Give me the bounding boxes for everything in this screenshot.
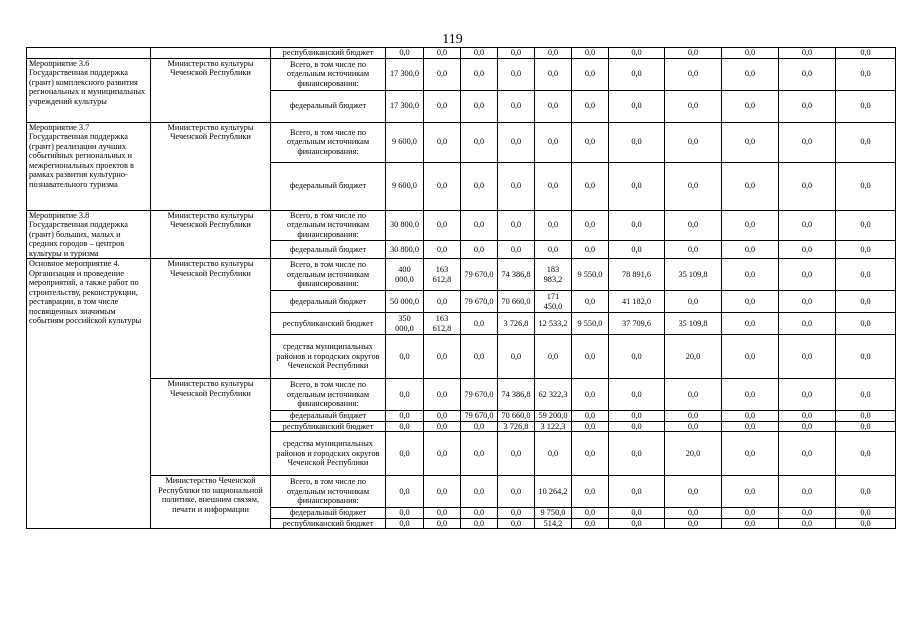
source-cell: Всего, в том числе по отдельным источникам финансирования: bbox=[271, 58, 386, 90]
value-cell: 0,0 bbox=[665, 90, 722, 122]
value-cell: 0,0 bbox=[386, 432, 424, 476]
value-cell: 0,0 bbox=[424, 411, 461, 422]
value-cell: 0,0 bbox=[722, 432, 779, 476]
value-cell: 0,0 bbox=[461, 335, 498, 379]
activity-cell bbox=[27, 48, 151, 59]
source-cell: республиканский бюджет bbox=[271, 421, 386, 432]
value-cell: 0,0 bbox=[836, 122, 896, 162]
value-cell: 0,0 bbox=[779, 210, 836, 240]
value-cell: 0,0 bbox=[424, 421, 461, 432]
value-cell: 12 533,2 bbox=[535, 313, 572, 335]
value-cell: 0,0 bbox=[836, 313, 896, 335]
executor-cell: Министерство культуры Чеченской Республики bbox=[151, 58, 271, 122]
value-cell: 0,0 bbox=[461, 48, 498, 59]
value-cell: 30 800,0 bbox=[386, 210, 424, 240]
value-cell: 0,0 bbox=[498, 508, 535, 519]
value-cell: 0,0 bbox=[836, 58, 896, 90]
value-cell: 74 386,8 bbox=[498, 379, 535, 411]
value-cell: 0,0 bbox=[498, 432, 535, 476]
value-cell: 0,0 bbox=[461, 421, 498, 432]
source-cell: республиканский бюджет bbox=[271, 313, 386, 335]
value-cell: 0,0 bbox=[836, 48, 896, 59]
value-cell: 0,0 bbox=[665, 508, 722, 519]
table-row bbox=[27, 58, 896, 90]
value-cell: 0,0 bbox=[609, 90, 665, 122]
value-cell: 0,0 bbox=[498, 162, 535, 210]
value-cell: 0,0 bbox=[461, 518, 498, 529]
value-cell: 0,0 bbox=[665, 291, 722, 313]
value-cell: 0,0 bbox=[779, 335, 836, 379]
value-cell: 0,0 bbox=[498, 90, 535, 122]
value-cell: 9 550,0 bbox=[572, 259, 609, 291]
value-cell: 0,0 bbox=[609, 335, 665, 379]
value-cell: 0,0 bbox=[836, 335, 896, 379]
value-cell: 0,0 bbox=[386, 335, 424, 379]
value-cell: 0,0 bbox=[722, 335, 779, 379]
value-cell: 0,0 bbox=[386, 48, 424, 59]
value-cell: 0,0 bbox=[535, 90, 572, 122]
value-cell: 0,0 bbox=[461, 162, 498, 210]
value-cell: 0,0 bbox=[722, 90, 779, 122]
value-cell: 9 750,0 bbox=[535, 508, 572, 519]
value-cell: 0,0 bbox=[722, 259, 779, 291]
source-cell: Всего, в том числе по отдельным источникам финансирования: bbox=[271, 259, 386, 291]
value-cell: 0,0 bbox=[461, 476, 498, 508]
value-cell: 0,0 bbox=[836, 518, 896, 529]
value-cell: 0,0 bbox=[779, 162, 836, 210]
value-cell: 0,0 bbox=[722, 379, 779, 411]
value-cell: 0,0 bbox=[609, 48, 665, 59]
value-cell: 0,0 bbox=[572, 508, 609, 519]
value-cell: 0,0 bbox=[665, 58, 722, 90]
value-cell: 0,0 bbox=[572, 240, 609, 258]
value-cell: 0,0 bbox=[665, 210, 722, 240]
value-cell: 0,0 bbox=[461, 432, 498, 476]
value-cell: 0,0 bbox=[722, 421, 779, 432]
value-cell: 20,0 bbox=[665, 335, 722, 379]
value-cell: 0,0 bbox=[609, 421, 665, 432]
table-row bbox=[27, 476, 896, 508]
activity-cell: Основное мероприятие 4. Организация и проведение мероприятий, а также работ по строительству, реконструкции, реставрации, в том числе посвященных значимым событиям российской культуры bbox=[27, 259, 151, 529]
value-cell: 0,0 bbox=[609, 210, 665, 240]
activity-cell: Мероприятие 3.7 Государственная поддержка (грант) реализации лучших событийных региональных и межрегиональных проектов в рамках развития культурно-познавательного туризма bbox=[27, 122, 151, 210]
value-cell: 0,0 bbox=[572, 421, 609, 432]
value-cell: 350 000,0 bbox=[386, 313, 424, 335]
value-cell: 0,0 bbox=[572, 291, 609, 313]
value-cell: 79 670,0 bbox=[461, 379, 498, 411]
value-cell: 0,0 bbox=[609, 240, 665, 258]
value-cell: 0,0 bbox=[836, 508, 896, 519]
value-cell: 79 670,0 bbox=[461, 259, 498, 291]
source-cell: средства муниципальных районов и городских округов Чеченской Республики bbox=[271, 432, 386, 476]
value-cell: 0,0 bbox=[461, 313, 498, 335]
value-cell: 0,0 bbox=[386, 421, 424, 432]
value-cell: 0,0 bbox=[779, 476, 836, 508]
value-cell: 0,0 bbox=[722, 508, 779, 519]
value-cell: 0,0 bbox=[609, 58, 665, 90]
source-cell: Всего, в том числе по отдельным источникам финансирования: bbox=[271, 379, 386, 411]
value-cell: 0,0 bbox=[498, 518, 535, 529]
source-cell: Всего, в том числе по отдельным источникам финансирования: bbox=[271, 210, 386, 240]
table-row bbox=[27, 379, 896, 411]
value-cell: 0,0 bbox=[535, 432, 572, 476]
value-cell: 35 109,8 bbox=[665, 259, 722, 291]
value-cell: 0,0 bbox=[572, 58, 609, 90]
source-cell: республиканский бюджет bbox=[271, 48, 386, 59]
value-cell: 0,0 bbox=[498, 240, 535, 258]
value-cell: 70 660,0 bbox=[498, 291, 535, 313]
value-cell: 0,0 bbox=[722, 411, 779, 422]
value-cell: 0,0 bbox=[665, 48, 722, 59]
value-cell: 9 600,0 bbox=[386, 122, 424, 162]
value-cell: 0,0 bbox=[665, 421, 722, 432]
value-cell: 0,0 bbox=[424, 210, 461, 240]
executor-cell bbox=[151, 48, 271, 59]
value-cell: 0,0 bbox=[424, 162, 461, 210]
value-cell: 35 109,8 bbox=[665, 313, 722, 335]
value-cell: 0,0 bbox=[779, 291, 836, 313]
value-cell: 0,0 bbox=[609, 518, 665, 529]
page-number: 119 bbox=[442, 32, 463, 47]
value-cell: 0,0 bbox=[424, 58, 461, 90]
value-cell: 0,0 bbox=[609, 162, 665, 210]
value-cell: 0,0 bbox=[386, 379, 424, 411]
source-cell: федеральный бюджет bbox=[271, 508, 386, 519]
value-cell: 0,0 bbox=[386, 411, 424, 422]
value-cell: 0,0 bbox=[836, 240, 896, 258]
value-cell: 0,0 bbox=[836, 162, 896, 210]
value-cell: 0,0 bbox=[722, 313, 779, 335]
value-cell: 0,0 bbox=[572, 122, 609, 162]
value-cell: 0,0 bbox=[424, 291, 461, 313]
value-cell: 0,0 bbox=[461, 210, 498, 240]
value-cell: 9 600,0 bbox=[386, 162, 424, 210]
value-cell: 0,0 bbox=[836, 432, 896, 476]
value-cell: 0,0 bbox=[836, 291, 896, 313]
value-cell: 0,0 bbox=[609, 379, 665, 411]
value-cell: 0,0 bbox=[722, 518, 779, 529]
value-cell: 0,0 bbox=[461, 58, 498, 90]
value-cell: 0,0 bbox=[572, 335, 609, 379]
value-cell: 0,0 bbox=[836, 90, 896, 122]
value-cell: 0,0 bbox=[722, 210, 779, 240]
value-cell: 0,0 bbox=[779, 90, 836, 122]
value-cell: 183 983,2 bbox=[535, 259, 572, 291]
value-cell: 17 300,0 bbox=[386, 58, 424, 90]
value-cell: 0,0 bbox=[836, 476, 896, 508]
value-cell: 0,0 bbox=[665, 122, 722, 162]
value-cell: 0,0 bbox=[572, 518, 609, 529]
value-cell: 0,0 bbox=[722, 240, 779, 258]
value-cell: 0,0 bbox=[722, 48, 779, 59]
value-cell: 0,0 bbox=[535, 122, 572, 162]
value-cell: 0,0 bbox=[461, 508, 498, 519]
value-cell: 0,0 bbox=[779, 259, 836, 291]
source-cell: Всего, в том числе по отдельным источникам финансирования: bbox=[271, 122, 386, 162]
table-row bbox=[27, 259, 896, 291]
value-cell: 0,0 bbox=[498, 122, 535, 162]
executor-cell: Министерство культуры Чеченской Республики bbox=[151, 259, 271, 379]
value-cell: 0,0 bbox=[498, 58, 535, 90]
executor-cell: Министерство культуры Чеченской Республики bbox=[151, 210, 271, 259]
value-cell: 0,0 bbox=[722, 291, 779, 313]
source-cell: федеральный бюджет bbox=[271, 291, 386, 313]
value-cell: 79 670,0 bbox=[461, 411, 498, 422]
value-cell: 0,0 bbox=[461, 90, 498, 122]
source-cell: средства муниципальных районов и городских округов Чеченской Республики bbox=[271, 335, 386, 379]
table-row bbox=[27, 48, 896, 59]
value-cell: 0,0 bbox=[722, 58, 779, 90]
value-cell: 0,0 bbox=[498, 48, 535, 59]
value-cell: 0,0 bbox=[424, 122, 461, 162]
value-cell: 0,0 bbox=[535, 58, 572, 90]
value-cell: 0,0 bbox=[836, 259, 896, 291]
value-cell: 0,0 bbox=[461, 122, 498, 162]
source-cell: федеральный бюджет bbox=[271, 411, 386, 422]
value-cell: 171 450,0 bbox=[535, 291, 572, 313]
value-cell: 30 800,0 bbox=[386, 240, 424, 258]
value-cell: 37 709,6 bbox=[609, 313, 665, 335]
value-cell: 0,0 bbox=[424, 518, 461, 529]
value-cell: 0,0 bbox=[424, 90, 461, 122]
value-cell: 0,0 bbox=[722, 162, 779, 210]
value-cell: 0,0 bbox=[386, 508, 424, 519]
value-cell: 0,0 bbox=[572, 90, 609, 122]
value-cell: 0,0 bbox=[779, 421, 836, 432]
value-cell: 514,2 bbox=[535, 518, 572, 529]
value-cell: 0,0 bbox=[609, 122, 665, 162]
table-row bbox=[27, 122, 896, 162]
value-cell: 0,0 bbox=[665, 162, 722, 210]
value-cell: 0,0 bbox=[609, 411, 665, 422]
value-cell: 0,0 bbox=[424, 432, 461, 476]
activity-cell: Мероприятие 3.6 Государственная поддержка (грант) комплексного развития региональных и муниципальных учреждений культуры bbox=[27, 58, 151, 122]
executor-cell: Министерство культуры Чеченской Республики bbox=[151, 122, 271, 210]
value-cell: 0,0 bbox=[779, 518, 836, 529]
value-cell: 0,0 bbox=[779, 313, 836, 335]
value-cell: 0,0 bbox=[836, 421, 896, 432]
value-cell: 0,0 bbox=[424, 335, 461, 379]
value-cell: 0,0 bbox=[779, 122, 836, 162]
value-cell: 0,0 bbox=[665, 476, 722, 508]
value-cell: 163 612,8 bbox=[424, 259, 461, 291]
value-cell: 9 550,0 bbox=[572, 313, 609, 335]
value-cell: 0,0 bbox=[609, 432, 665, 476]
value-cell: 3 726,8 bbox=[498, 421, 535, 432]
value-cell: 0,0 bbox=[572, 432, 609, 476]
value-cell: 0,0 bbox=[386, 518, 424, 529]
value-cell: 0,0 bbox=[572, 162, 609, 210]
value-cell: 0,0 bbox=[498, 210, 535, 240]
value-cell: 0,0 bbox=[535, 48, 572, 59]
value-cell: 0,0 bbox=[498, 476, 535, 508]
value-cell: 0,0 bbox=[424, 508, 461, 519]
value-cell: 70 660,0 bbox=[498, 411, 535, 422]
budget-table bbox=[26, 47, 896, 529]
value-cell: 79 670,0 bbox=[461, 291, 498, 313]
value-cell: 0,0 bbox=[535, 162, 572, 210]
value-cell: 0,0 bbox=[461, 240, 498, 258]
value-cell: 0,0 bbox=[424, 476, 461, 508]
source-cell: федеральный бюджет bbox=[271, 240, 386, 258]
value-cell: 78 891,6 bbox=[609, 259, 665, 291]
source-cell: республиканский бюджет bbox=[271, 518, 386, 529]
source-cell: федеральный бюджет bbox=[271, 162, 386, 210]
value-cell: 0,0 bbox=[609, 476, 665, 508]
value-cell: 0,0 bbox=[535, 240, 572, 258]
value-cell: 0,0 bbox=[722, 122, 779, 162]
value-cell: 0,0 bbox=[424, 379, 461, 411]
value-cell: 17 300,0 bbox=[386, 90, 424, 122]
source-cell: Всего, в том числе по отдельным источникам финансирования: bbox=[271, 476, 386, 508]
value-cell: 74 386,8 bbox=[498, 259, 535, 291]
value-cell: 0,0 bbox=[836, 411, 896, 422]
value-cell: 0,0 bbox=[665, 379, 722, 411]
value-cell: 0,0 bbox=[572, 48, 609, 59]
value-cell: 0,0 bbox=[665, 411, 722, 422]
value-cell: 0,0 bbox=[572, 379, 609, 411]
value-cell: 0,0 bbox=[779, 379, 836, 411]
value-cell: 0,0 bbox=[424, 48, 461, 59]
value-cell: 50 000,0 bbox=[386, 291, 424, 313]
value-cell: 0,0 bbox=[572, 411, 609, 422]
value-cell: 41 182,0 bbox=[609, 291, 665, 313]
value-cell: 10 264,2 bbox=[535, 476, 572, 508]
value-cell: 0,0 bbox=[779, 432, 836, 476]
source-cell: федеральный бюджет bbox=[271, 90, 386, 122]
value-cell: 0,0 bbox=[779, 240, 836, 258]
value-cell: 163 612,8 bbox=[424, 313, 461, 335]
value-cell: 0,0 bbox=[665, 518, 722, 529]
table-row bbox=[27, 210, 896, 240]
executor-cell: Министерство культуры Чеченской Республики bbox=[151, 379, 271, 476]
value-cell: 0,0 bbox=[609, 508, 665, 519]
value-cell: 0,0 bbox=[498, 335, 535, 379]
value-cell: 0,0 bbox=[535, 335, 572, 379]
value-cell: 0,0 bbox=[836, 210, 896, 240]
value-cell: 0,0 bbox=[572, 476, 609, 508]
value-cell: 0,0 bbox=[779, 58, 836, 90]
value-cell: 0,0 bbox=[836, 379, 896, 411]
executor-cell: Министерство Чеченской Республики по национальной политике, внешним связям, печати и информации bbox=[151, 476, 271, 529]
value-cell: 0,0 bbox=[424, 240, 461, 258]
value-cell: 0,0 bbox=[779, 48, 836, 59]
value-cell: 3 726,8 bbox=[498, 313, 535, 335]
value-cell: 59 200,0 bbox=[535, 411, 572, 422]
value-cell: 0,0 bbox=[779, 411, 836, 422]
value-cell: 0,0 bbox=[722, 476, 779, 508]
value-cell: 0,0 bbox=[535, 210, 572, 240]
activity-cell: Мероприятие 3.8 Государственная поддержка (грант) больших, малых и средних городов – центров культуры и туризма bbox=[27, 210, 151, 259]
value-cell: 400 000,0 bbox=[386, 259, 424, 291]
value-cell: 3 122,3 bbox=[535, 421, 572, 432]
value-cell: 62 322,3 bbox=[535, 379, 572, 411]
value-cell: 0,0 bbox=[572, 210, 609, 240]
value-cell: 0,0 bbox=[779, 508, 836, 519]
value-cell: 0,0 bbox=[665, 240, 722, 258]
value-cell: 20,0 bbox=[665, 432, 722, 476]
value-cell: 0,0 bbox=[386, 476, 424, 508]
